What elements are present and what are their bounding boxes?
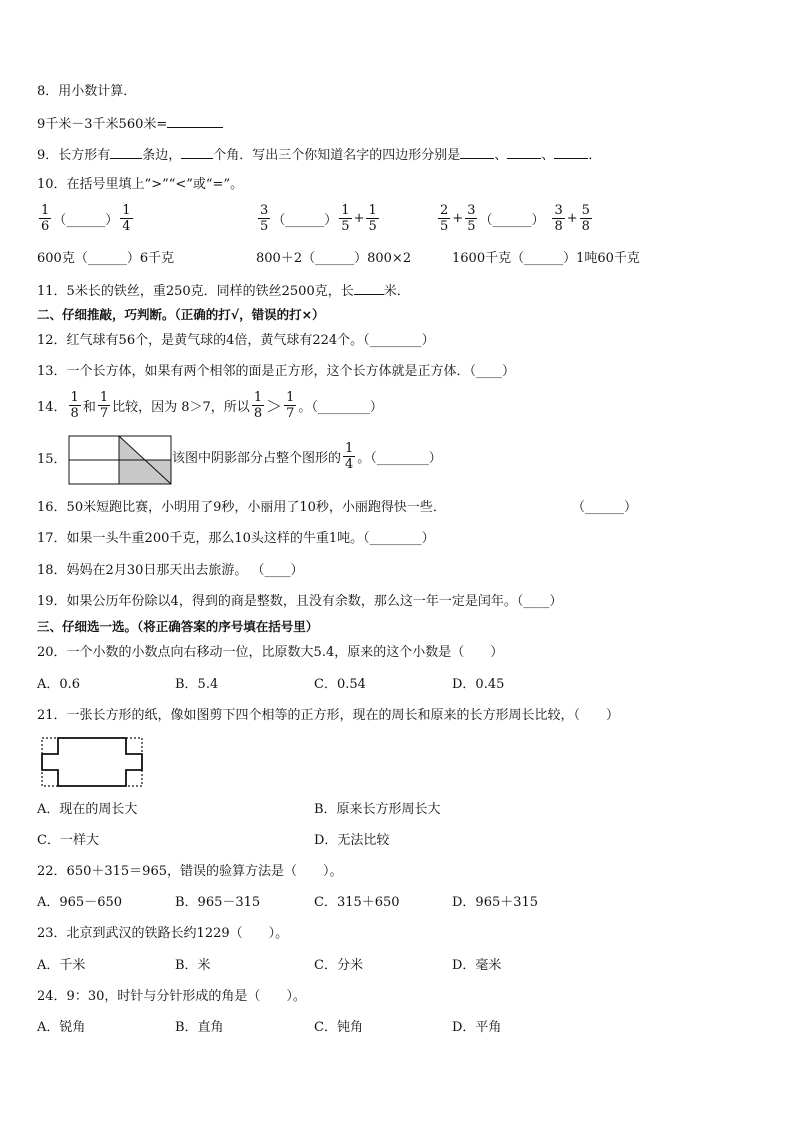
q21-option-b[interactable]: B．原来长方形周长大	[314, 802, 441, 817]
fraction: $\frac{3}{5}$	[467, 203, 476, 234]
q11-text-2: 米．	[383, 284, 410, 299]
q20-option-c[interactable]: C．0.54	[314, 677, 366, 692]
q21-option-a[interactable]: A．现在的周长大	[37, 802, 138, 817]
q9-blank-angles[interactable]	[181, 146, 213, 159]
q10-title: 10．在括号里填上“>”“<”或“=”。	[37, 177, 244, 192]
q24: 24．9：30，时针与分针形成的角是（ ）。	[37, 989, 306, 1004]
fraction: $\frac{1}{8}$	[253, 390, 263, 421]
q10-item-2	[256, 203, 381, 234]
q10-left: 1600千克	[452, 251, 512, 266]
q24-option-b[interactable]: B．直角	[175, 1020, 224, 1035]
q10-left: 600克	[37, 251, 75, 266]
q21-option-c[interactable]: C．一样大	[37, 833, 99, 848]
fraction: $\frac{1}{6}$	[41, 203, 50, 234]
q9-text-3: 个角．写出三个你知道名字的四边形分别是	[213, 148, 461, 163]
section-2-heading: 二、仔细推敲，巧判断。（正确的打√，错误的打×）	[37, 307, 325, 322]
original-rectangle-outline	[42, 738, 142, 786]
q9-blank-edges[interactable]	[110, 146, 142, 159]
q23: 23．北京到武汉的铁路长约1229（ ）。	[37, 926, 289, 941]
q16: 16．50米短跑比赛，小明用了9秒，小丽用了10秒，小丽跑得快一些．	[37, 500, 446, 515]
q21: 21．一张长方形的纸，像如图剪下四个相等的正方形，现在的周长和原来的长方形周长比较，（ ）	[37, 708, 620, 723]
q11	[37, 282, 410, 300]
greater-than: ＞	[266, 397, 283, 416]
q23-option-d[interactable]: D．毫米	[452, 958, 502, 973]
q10-item-1	[37, 203, 135, 234]
fraction: $\frac{1}{5}$	[341, 203, 350, 234]
q9	[37, 146, 601, 164]
q15-figure	[67, 434, 173, 486]
q8-answer-blank[interactable]	[167, 115, 223, 128]
q23-option-a[interactable]: A．千米	[37, 958, 86, 973]
q15-text	[172, 441, 442, 472]
q14-num: 14．	[37, 400, 67, 415]
q10-right: 1吨60千克	[576, 251, 640, 266]
q22: 22．650＋315＝965，错误的验算方法是（ ）。	[37, 864, 343, 879]
q9-sep-2: 、	[541, 148, 555, 163]
q15-text-2: 。（________）	[357, 451, 442, 466]
q22-option-a[interactable]: A．965－650	[37, 895, 123, 910]
q14-text: 。（________）	[298, 400, 383, 415]
q10-answer-paren[interactable]: （______）	[53, 213, 119, 228]
q18: 18．妈妈在2月30日那天出去旅游。 （____）	[37, 563, 304, 578]
q10-answer-paren[interactable]: （______）	[272, 213, 338, 228]
fraction: $\frac{2}{5}$	[440, 203, 449, 234]
q10-item-3	[436, 203, 594, 234]
q10-right: 800×2	[367, 251, 412, 266]
q24-option-c[interactable]: C．钝角	[314, 1020, 363, 1035]
fraction: $\frac{1}{4}$	[122, 203, 131, 234]
q10-answer-paren[interactable]: （______）	[74, 251, 140, 266]
q20-option-b[interactable]: B．5.4	[175, 677, 219, 692]
q20-option-a[interactable]: A．0.6	[37, 677, 81, 692]
q23-option-c[interactable]: C．分米	[314, 958, 363, 973]
q10-answer-paren[interactable]: （______）	[479, 213, 545, 228]
q10-item-4	[37, 251, 174, 267]
plus-sign: +	[566, 211, 578, 226]
q11-answer-blank[interactable]	[354, 282, 384, 295]
fraction: $\frac{5}{8}$	[581, 203, 590, 234]
q10-item-5	[256, 251, 411, 267]
q16-answer-paren[interactable]: （______）	[572, 500, 638, 515]
q10-right: 6千克	[139, 251, 175, 266]
q15-text-1: 该图中阴影部分占整个图形的	[172, 451, 342, 466]
q9-text-1: 9．长方形有	[37, 148, 111, 163]
cut-shape-outline	[42, 738, 142, 786]
q9-blank-shape-2[interactable]	[507, 146, 541, 159]
q10-answer-paren[interactable]: （______）	[511, 251, 577, 266]
q19: 19．如果公历年份除以4，得到的商是整数，且没有余数，那么这一年一定是闰年。（____）	[37, 594, 563, 609]
q11-text-1: 11．5米长的铁丝，重250克．同样的铁丝2500克，长	[37, 284, 354, 299]
q20-option-d[interactable]: D．0.45	[452, 677, 505, 692]
q9-end: ．	[588, 148, 602, 163]
q24-option-d[interactable]: D．平角	[452, 1020, 502, 1035]
q9-blank-shape-3[interactable]	[554, 146, 588, 159]
q22-option-d[interactable]: D．965＋315	[452, 895, 539, 910]
q14-text: 比较，因为 8＞7，所以	[112, 400, 250, 415]
q22-option-c[interactable]: C．315＋650	[314, 895, 400, 910]
fraction: $\frac{1}{7}$	[286, 390, 295, 421]
q10-left: 800＋2	[256, 251, 303, 266]
fraction: $\frac{1}{7}$	[99, 390, 109, 421]
q13: 13．一个长方体，如果有两个相邻的面是正方形，这个长方体就是正方体．（____）	[37, 364, 516, 379]
q15-num: 15．	[37, 452, 67, 467]
q22-option-b[interactable]: B．965－315	[175, 895, 261, 910]
fraction: $\frac{1}{8}$	[70, 390, 79, 421]
q24-option-a[interactable]: A．锐角	[37, 1020, 86, 1035]
q8-expression	[37, 115, 223, 133]
q14	[37, 390, 383, 421]
fraction: $\frac{1}{5}$	[368, 203, 377, 234]
q20: 20．一个小数的小数点向右移动一位，比原数大5.4，原来的这个小数是（ ）	[37, 645, 504, 660]
q12: 12．红气球有56个，是黄气球的4倍，黄气球有224个。（________）	[37, 333, 435, 348]
q21-option-d[interactable]: D．无法比较	[314, 833, 390, 848]
q8-expr-text: 9千米－3千米560米=	[37, 117, 168, 132]
q10-item-6	[452, 251, 640, 267]
q9-text-2: 条边，	[142, 148, 182, 163]
q9-blank-shape-1[interactable]	[460, 146, 494, 159]
plus-sign: +	[452, 211, 464, 226]
q10-answer-paren[interactable]: （______）	[302, 251, 368, 266]
q8-title: 8．用小数计算．	[37, 84, 137, 99]
fraction: $\frac{3}{5}$	[260, 203, 269, 234]
fraction: $\frac{3}{8}$	[554, 203, 563, 234]
q21-figure	[40, 736, 144, 788]
fraction: $\frac{1}{4}$	[345, 441, 354, 472]
q9-sep-1: 、	[494, 148, 508, 163]
q23-option-b[interactable]: B．米	[175, 958, 211, 973]
plus-sign: +	[353, 211, 365, 226]
section-3-heading: 三、仔细选一选。（将正确答案的序号填在括号里）	[37, 619, 319, 634]
q17: 17．如果一头牛重200千克，那么10头这样的牛重1吨。（________）	[37, 531, 435, 546]
q14-text: 和	[82, 400, 96, 415]
